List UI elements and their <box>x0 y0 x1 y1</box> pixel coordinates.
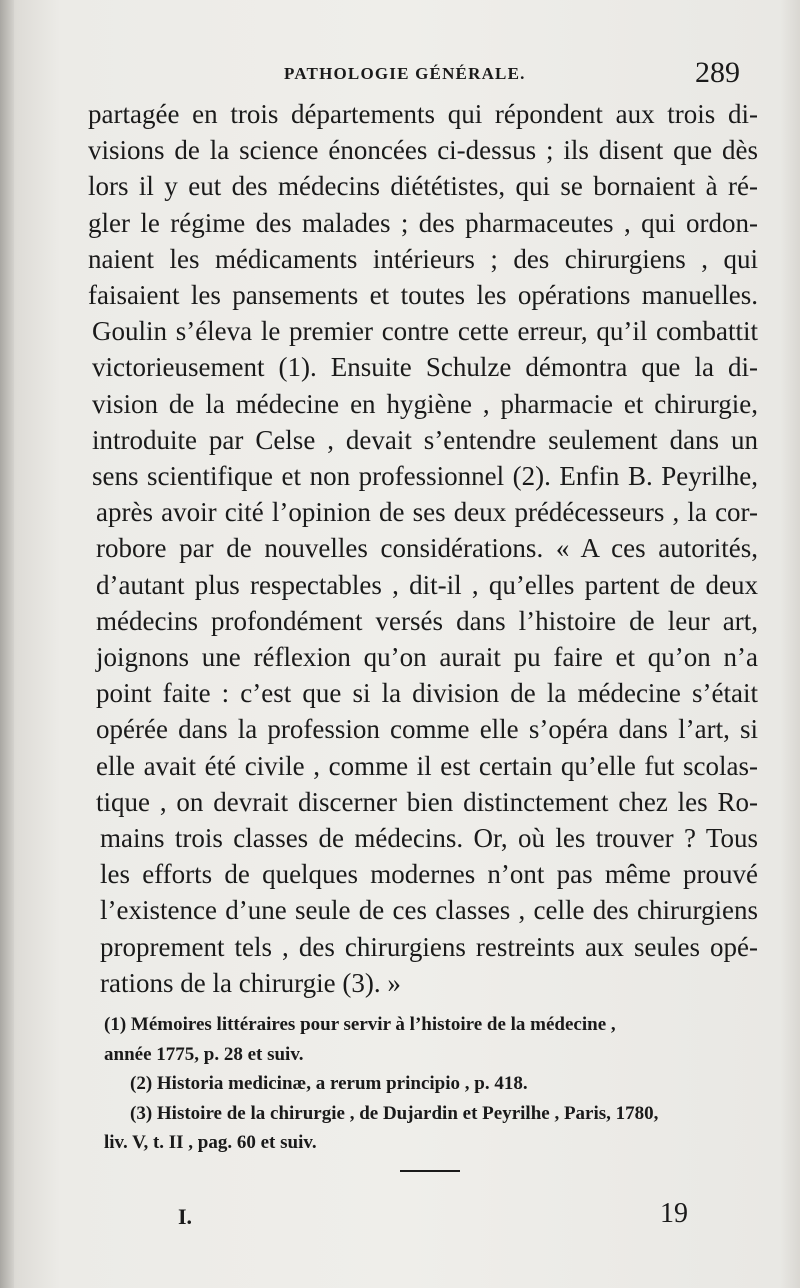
text-line: proprement tels , des chirurgiens restreints aux seules opé- <box>100 931 758 962</box>
text-line: robore par de nouvelles considérations. « A ces autorités, <box>96 533 758 564</box>
page-number: 289 <box>695 56 740 89</box>
body-text <box>88 96 758 1001</box>
text-line: visions de la science énoncées ci-dessus ; ils disent que dès <box>88 135 758 166</box>
text-line: mains trois classes de médecins. Or, où les trouver ? Tous <box>100 823 758 854</box>
text-line: gler le régime des malades ; des pharmaceutes , qui ordon- <box>88 207 758 238</box>
footnote-line: (2) Historia medicinæ, a rerum principio , p. 418. <box>130 1073 528 1094</box>
text-line: Goulin s’éleva le premier contre cette erreur, qu’il combattit <box>92 316 758 347</box>
footnotes <box>104 1010 764 1158</box>
text-line: victorieusement (1). Ensuite Schulze démontra que la di- <box>92 352 758 383</box>
footnote-line: liv. V, t. II , pag. 60 et suiv. <box>104 1132 317 1153</box>
text-line: lors il y eut des médecins diététistes, qui se bornaient à ré- <box>88 171 758 202</box>
text-line: partagée en trois départements qui répondent aux trois di- <box>88 99 758 129</box>
footnote-line: année 1775, p. 28 et suiv. <box>104 1043 304 1065</box>
text-line: d’autant plus respectables , dit-il , qu’elles partent de deux <box>96 569 758 600</box>
page-header <box>88 58 768 98</box>
text-line: après avoir cité l’opinion de ses deux prédécesseurs , la cor- <box>96 497 758 528</box>
text-line: tique , on devrait discerner bien distinctement chez les Ro- <box>96 786 758 817</box>
text-line: rations de la chirurgie (3). » <box>100 967 401 998</box>
running-head: PATHOLOGIE GÉNÉRALE. <box>284 64 526 83</box>
text-line: elle avait été civile , comme il est certain qu’elle fut scolas- <box>96 750 758 781</box>
signature-mark: I. <box>178 1204 193 1229</box>
text-line: naient les médicaments intérieurs ; des chirurgiens , qui <box>88 243 758 274</box>
footnote-line: (1) Mémoires littéraires pour servir à l’histoire de la médecine , <box>104 1014 616 1035</box>
page-spine-shadow <box>0 0 14 1288</box>
folio-number: 19 <box>660 1198 688 1229</box>
page-footer <box>0 1160 800 1240</box>
text-line: opérée dans la profession comme elle s’opéra dans l’art, si <box>96 714 758 745</box>
footer-rule <box>400 1170 460 1172</box>
text-line: les efforts de quelques modernes n’ont pas même prouvé <box>100 859 758 890</box>
text-line: point faite : c’est que si la division de la médecine s’était <box>96 678 758 709</box>
text-line: l’existence d’une seule de ces classes , celle des chirurgiens <box>100 895 758 926</box>
text-line: joignons une réflexion qu’on aurait pu faire et qu’on n’a <box>96 642 758 673</box>
text-line: médecins profondément versés dans l’histoire de leur art, <box>96 605 758 636</box>
text-line: sens scientifique et non professionnel (2). Enfin B. Peyrilhe, <box>92 461 758 492</box>
text-line: vision de la médecine en hygiène , pharmacie et chirurgie, <box>92 388 758 419</box>
text-line: introduite par Celse , devait s’entendre seulement dans un <box>92 424 758 455</box>
footnote-line: (3) Histoire de la chirurgie , de Dujardin et Peyrilhe , Paris, 1780, <box>130 1102 659 1124</box>
text-line: faisaient les pansements et toutes les opérations manuelles. <box>88 280 758 311</box>
